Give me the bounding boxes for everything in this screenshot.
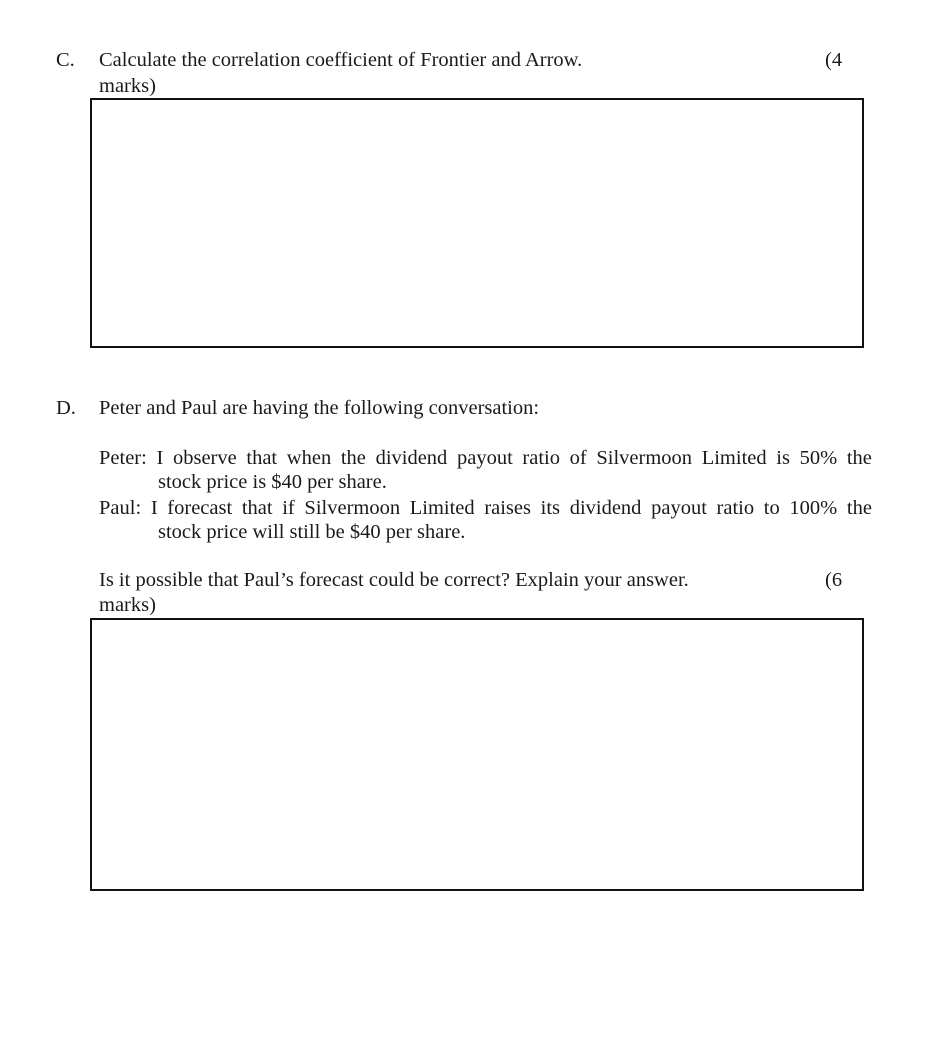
peter-word: 50% — [799, 447, 838, 469]
paul-word: ratio — [716, 497, 755, 519]
paul-word: Limited — [409, 497, 475, 519]
peter-word: of — [569, 447, 587, 469]
peter-word: when — [286, 447, 332, 469]
paul-word: that — [241, 497, 273, 519]
paul-word: 100% — [789, 497, 838, 519]
peter-word: the — [846, 447, 872, 469]
paul-word: the — [846, 497, 872, 519]
paul-word: if — [282, 497, 295, 519]
peter-word: that — [246, 447, 278, 469]
peter-word: dividend — [375, 447, 448, 469]
question-c-answer-box[interactable] — [90, 98, 864, 348]
question-d-label: D. — [56, 397, 76, 419]
question-c-prompt: Calculate the correlation coefficient of Frontier and Arrow. — [99, 49, 583, 71]
peter-word: Silvermoon — [596, 447, 693, 469]
paul-speaker: Paul: — [99, 497, 142, 519]
paul-word: raises — [484, 497, 531, 519]
peter-word: is — [776, 447, 790, 469]
paul-word: its — [540, 497, 561, 519]
peter-speaker: Peter: — [99, 447, 147, 469]
peter-word: I — [156, 447, 164, 469]
paul-word: Silvermoon — [304, 497, 401, 519]
peter-word: the — [340, 447, 366, 469]
peter-line-2: stock price is $40 per share. — [158, 471, 387, 493]
question-d-marks-close: marks) — [99, 594, 156, 616]
question-d-answer-box[interactable] — [90, 618, 864, 891]
paul-word: I — [150, 497, 158, 519]
question-c-marks-close: marks) — [99, 75, 156, 97]
paul-word: forecast — [167, 497, 233, 519]
question-d-intro: Peter and Paul are having the following conversation: — [99, 397, 540, 419]
peter-word: payout — [456, 447, 513, 469]
peter-word: observe — [172, 447, 237, 469]
peter-word: ratio — [522, 447, 560, 469]
paul-line-2: stock price will still be $40 per share. — [158, 521, 466, 543]
paul-line-1 — [99, 497, 872, 520]
paul-word: to — [763, 497, 780, 519]
question-d-prompt: Is it possible that Paul’s forecast could be correct? Explain your answer. — [99, 569, 689, 591]
paul-word: payout — [651, 497, 707, 519]
question-c-marks-open: (4 — [825, 49, 843, 71]
question-c-label: C. — [56, 49, 75, 71]
peter-word: Limited — [701, 447, 767, 469]
peter-line-1 — [99, 447, 872, 470]
question-d-marks-open: (6 — [825, 569, 843, 591]
paul-word: dividend — [569, 497, 642, 519]
